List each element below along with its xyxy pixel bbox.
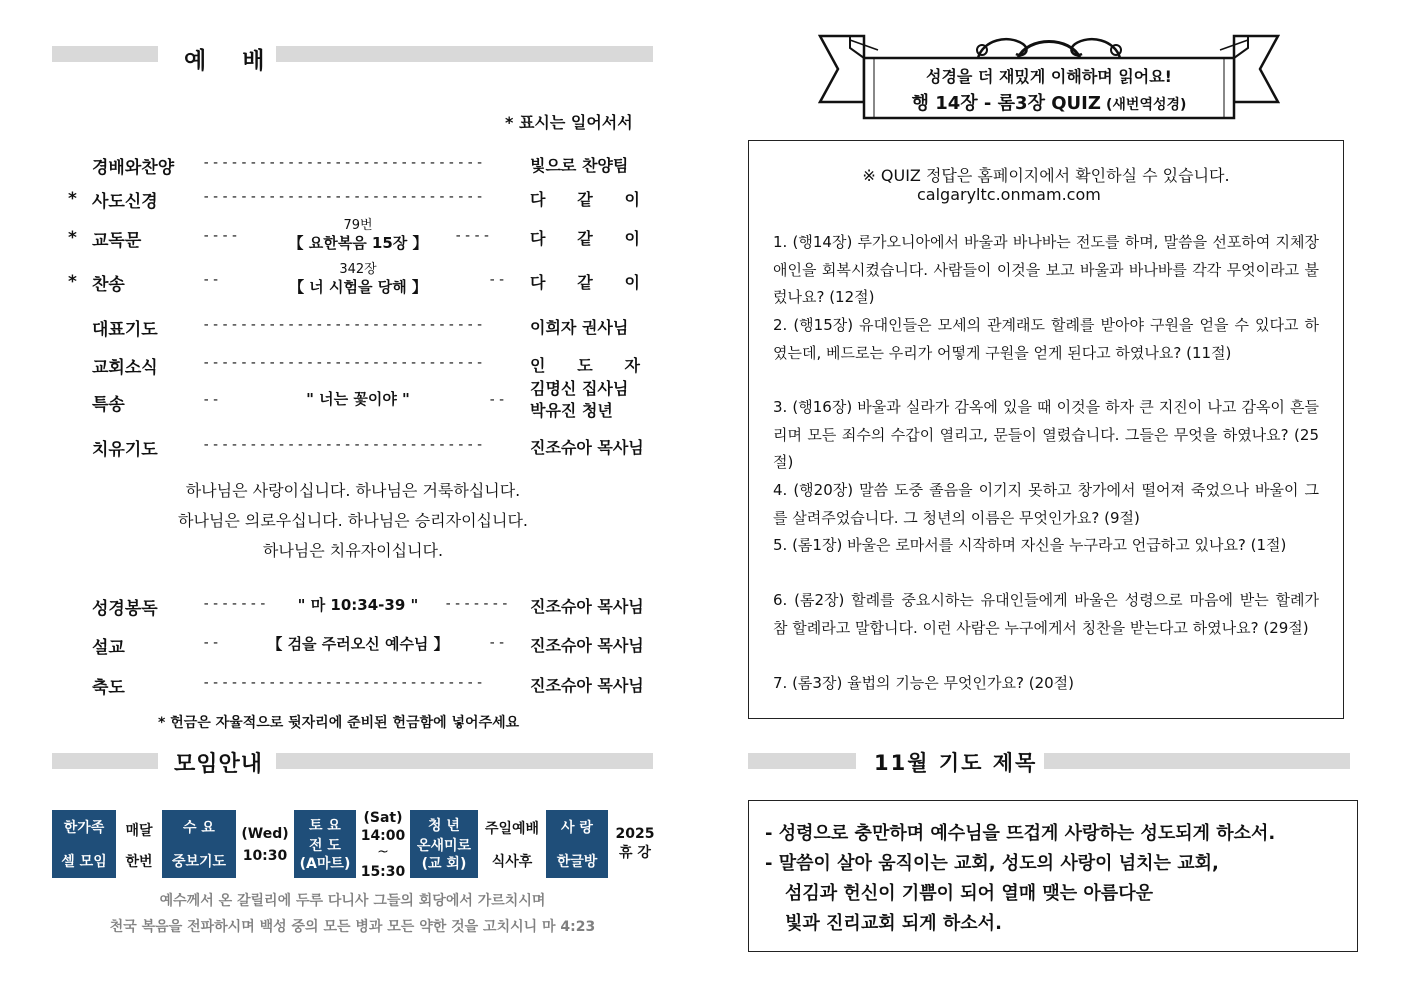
- service-row: [68, 264, 640, 304]
- quiz-banner-line1: 성경을 더 재밌게 이해하며 읽어요!: [926, 67, 1172, 86]
- service-leader: 이희자 권사님: [530, 318, 629, 337]
- stand-star: *: [68, 189, 77, 209]
- meeting-cell-sunday: 주일예배 식사후: [484, 821, 540, 870]
- meeting-cell-youth: 청 년 온새미로 (교 회): [410, 810, 478, 878]
- bible-verse-line: 예수께서 온 갈릴리에 두루 다니사 그들의 회당에서 가르치시며: [159, 893, 546, 909]
- service-row: [68, 220, 640, 260]
- leader-line: ------------------------------: [202, 675, 485, 691]
- stand-star: *: [68, 272, 77, 292]
- quiz-question: 1. (행14장) 루가오니아에서 바울과 바나바는 전도를 하며, 말씀을 선포하여 지체장애인을 회복시켰습니다. 사람들이 이것을 보고 바울과 바나바를 각각 무엇이라고 불렀나요? (12절): [773, 233, 1319, 306]
- scripture-reference: " 마 10:34-39 ": [297, 596, 419, 614]
- special-singer-1: 김명신 집사님: [530, 379, 629, 398]
- service-leader: 다 같 이: [530, 273, 640, 292]
- prayer-box: [748, 800, 1358, 952]
- meeting-cell-korean-class: 사 랑 한글방: [546, 810, 608, 878]
- meeting-cell-sat-time: (Sat) 14:00 ~ 15:30: [360, 810, 406, 880]
- responsive-reading-number: 79번: [343, 218, 373, 233]
- service-leader: 인 도 자: [530, 356, 640, 375]
- service-label: 찬송: [92, 275, 125, 295]
- meeting-cell-family: 한가족 셀 모임: [52, 810, 116, 878]
- section-bar-left: [52, 753, 158, 769]
- prayer-line: - 성령으로 충만하며 예수님을 뜨겁게 사랑하는 성도되게 하소서.: [765, 823, 1276, 844]
- quiz-question: 4. (행20장) 말씀 도중 졸음을 이기지 못하고 창가에서 떨어져 죽었으나 바울이 그를 살려주었습니다. 그 청년의 이름은 무엇인가요? (9절): [773, 481, 1319, 527]
- leader-line: ------------------------------: [202, 355, 485, 371]
- meeting-cell-frequency: 매달 한번: [125, 823, 153, 870]
- service-row: [68, 147, 640, 183]
- leader-line: ------------------------------: [202, 317, 485, 333]
- declaration-line: 하나님은 사랑이십니다. 하나님은 거룩하십니다.: [185, 481, 521, 500]
- leader-line: -------: [202, 596, 269, 612]
- service-leader: 다 같 이: [530, 190, 640, 209]
- meetings-title: 모임안내: [174, 752, 264, 777]
- service-row: [68, 627, 644, 663]
- service-label: 대표기도: [92, 320, 158, 340]
- service-label: 사도신경: [92, 192, 158, 212]
- service-label: 성경봉독: [92, 599, 158, 619]
- responsive-reading-title: 【 요한복음 15장 】: [288, 234, 428, 252]
- service-leader: 진조슈아 목사님: [530, 597, 644, 616]
- quiz-question: 7. (롬3장) 율법의 기능은 무엇인가요? (20절): [773, 674, 1075, 692]
- prayer-line: 섬김과 헌신이 기쁨이 되어 열매 맺는 아름다운: [785, 883, 1153, 904]
- section-bar-left: [52, 46, 158, 62]
- leader-line: --: [488, 392, 507, 408]
- service-label: 특송: [92, 395, 125, 415]
- service-leader: 진조슈아 목사님: [530, 676, 644, 695]
- meeting-cell-saturday: 토 요 전 도 (A마트): [294, 810, 356, 878]
- service-row: [68, 309, 640, 345]
- hymn-number: 342장: [339, 262, 377, 277]
- leader-line: ------------------------------: [202, 155, 485, 171]
- service-row: [68, 588, 644, 624]
- leader-line: --: [202, 392, 221, 408]
- leader-line: ------------------------------: [202, 189, 485, 205]
- leader-line: --: [202, 272, 221, 288]
- prayer-line: - 말씀이 살아 움직이는 교회, 성도의 사랑이 넘치는 교회,: [765, 853, 1219, 874]
- quiz-question: 3. (행16장) 바울과 실라가 감옥에 있을 때 이것을 하자 큰 지진이 나고 감옥이 흔들리며 모든 죄수의 수갑이 열리고, 문들이 열렸습니다. 그들은 무엇을 하였나요? (25절): [773, 398, 1319, 471]
- quiz-box: [748, 140, 1344, 719]
- quiz-question: 5. (롬1장) 바울은 로마서를 시작하며 자신을 누구라고 언급하고 있나요? (1절): [773, 536, 1287, 554]
- service-row: [68, 181, 640, 217]
- service-leader: 진조슈아 목사님: [530, 636, 644, 655]
- meeting-cell-wednesday: 수 요 중보기도: [162, 810, 236, 878]
- prayer-title: 11월 기도 제목: [874, 751, 1038, 775]
- bible-verse-line: 천국 복음을 전파하시며 백성 중의 모든 병과 모든 약한 것을 고치시니 마 4:23: [109, 919, 596, 935]
- offering-note: * 헌금은 자율적으로 뒷자리에 준비된 헌금함에 넣어주세요: [158, 715, 520, 731]
- quiz-question: 2. (행15장) 유대인들은 모세의 관계래도 할례를 받아야 구원을 얻을 수 있다고 하였는데, 베드로는 우리가 어떻게 구원을 얻게 된다고 하였나요? (11절): [773, 316, 1319, 362]
- section-bar-right: [276, 753, 653, 769]
- stand-note: * 표시는 일어서서: [505, 113, 633, 132]
- service-row: [68, 429, 644, 465]
- hymn-title: 【 너 시험을 당해 】: [289, 278, 427, 296]
- meeting-cell-break: 2025 휴 강: [615, 826, 655, 861]
- service-label: 설교: [92, 638, 125, 658]
- leader-line: --: [488, 635, 507, 651]
- declaration-line: 하나님은 치유자이십니다.: [262, 541, 444, 560]
- service-label: 축도: [92, 678, 125, 698]
- leader-line: ----: [454, 228, 492, 244]
- prayer-line: 빛과 진리교회 되게 하소서.: [785, 913, 1002, 934]
- service-row: [68, 667, 644, 703]
- stand-star: *: [68, 228, 77, 248]
- leader-line: ----: [202, 228, 240, 244]
- quiz-banner-line2: [864, 89, 1234, 115]
- service-leader: 다 같 이: [530, 229, 640, 248]
- service-leader: 빛으로 찬양팀: [530, 156, 629, 175]
- service-leader: 진조슈아 목사님: [530, 438, 644, 457]
- service-label: 치유기도: [92, 440, 158, 460]
- leader-line: --: [202, 635, 221, 651]
- section-bar-right: [276, 46, 653, 62]
- leader-line: --: [488, 272, 507, 288]
- leader-line: -------: [444, 596, 511, 612]
- quiz-banner-title: 행 14장 - 롬3장 QUIZ: [911, 93, 1101, 114]
- service-row: [68, 380, 640, 424]
- section-bar-left: [748, 753, 856, 769]
- worship-title: 예 배: [184, 48, 279, 74]
- special-song-title: " 너는 꽃이야 ": [306, 390, 410, 408]
- leader-line: ------------------------------: [202, 437, 485, 453]
- special-singer-2: 박유진 청년: [530, 401, 613, 420]
- service-label: 경배와찬양: [92, 158, 175, 178]
- quiz-question: 6. (롬2장) 할례를 중요시하는 유대인들에게 바울은 성령으로 마음에 받는 할례가 참 할례라고 말합니다. 이런 사람은 누구에게서 칭찬을 받는다고 하였나요? (29절): [773, 591, 1319, 637]
- meeting-cell-wed-time: (Wed) 10:30: [241, 826, 289, 864]
- service-label: 교독문: [92, 231, 142, 251]
- quiz-banner-version: (새번역성경): [1106, 97, 1187, 113]
- service-label: 교회소식: [92, 358, 158, 378]
- quiz-website-url: calgaryltc.onmam.com: [917, 185, 1101, 204]
- declaration-line: 하나님은 의로우십니다. 하나님은 승리자이십니다.: [177, 511, 528, 530]
- sermon-title: 【 검을 주러오신 예수님 】: [267, 635, 449, 653]
- section-bar-right: [1044, 753, 1350, 769]
- quiz-answer-note: ※ QUIZ 정답은 홈페이지에서 확인하실 수 있습니다.: [862, 166, 1230, 185]
